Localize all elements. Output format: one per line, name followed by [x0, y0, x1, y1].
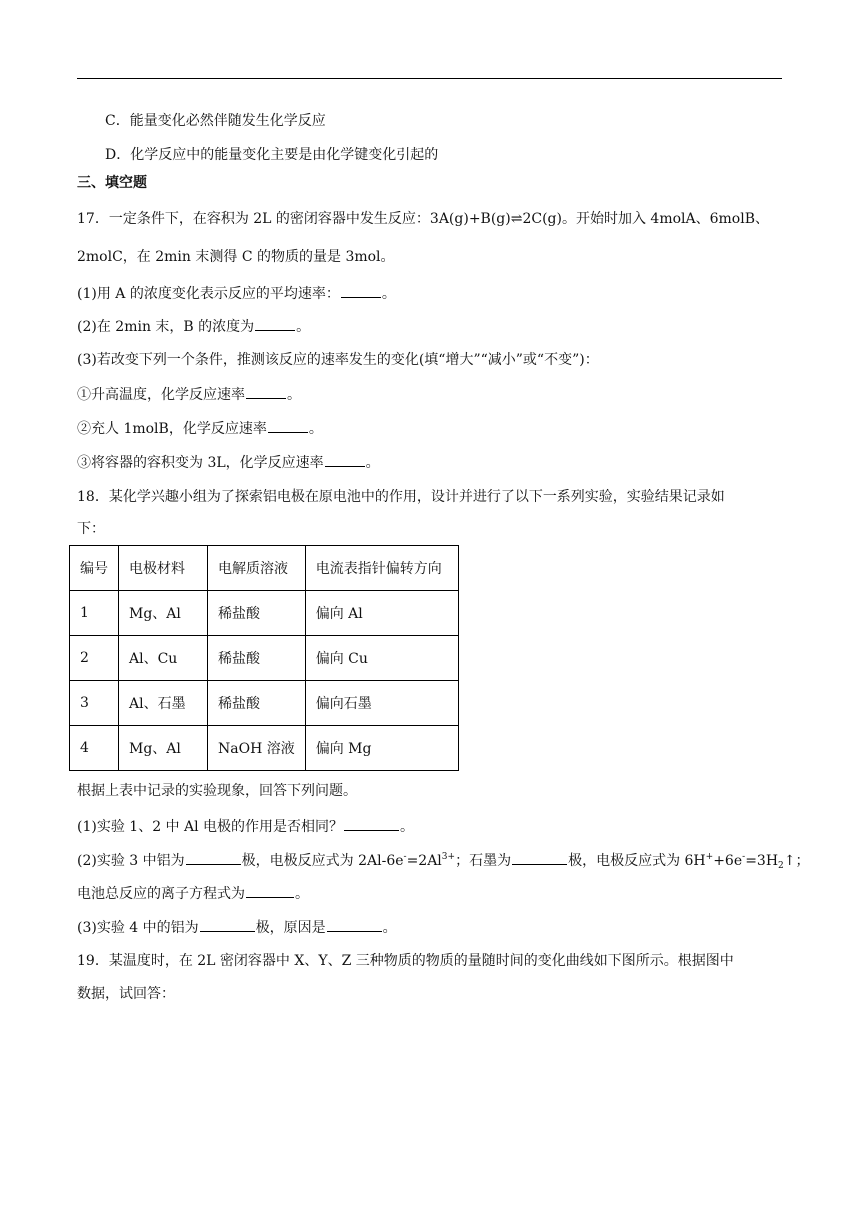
q17-sub2	[77, 418, 323, 439]
q17-part1-end: 。	[381, 286, 396, 302]
q18-part2-eq1b: =2Al	[406, 853, 442, 869]
q19-stem-line1: 19．某温度时，在 2L 密闭容器中 X、Y、Z 三种物质的物质的量随时间的变化曲线如下图所示。根据图中	[77, 953, 734, 969]
q18-part2-eq2a: 极，电极反应式为 6H	[568, 853, 706, 869]
table-cell: Mg、Al	[119, 591, 208, 636]
table-cell: 2	[70, 636, 119, 681]
q18-stem-line1: 18．某化学兴趣小组为了探索铝电极在原电池中的作用，设计并进行了以下一系列实验，实验结果记录如	[77, 489, 725, 505]
table-cell: Al、石墨	[119, 681, 208, 726]
answer-blank[interactable]	[268, 418, 308, 433]
q18-part2-line2	[77, 883, 309, 904]
q17-sub3-end: 。	[365, 455, 380, 471]
q17-part3: (3)若改变下列一个条件，推测该反应的速率发生的变化(填“增大”“减小”或“不变”)：	[77, 352, 599, 368]
table-header-row	[70, 546, 459, 591]
section-title: 三、填空题	[77, 175, 147, 191]
table-header: 电极材料	[119, 546, 208, 591]
header-rule	[77, 78, 782, 79]
q19-stem-line2: 数据，试回答：	[77, 986, 175, 1002]
table-cell: 1	[70, 591, 119, 636]
answer-blank[interactable]	[512, 850, 567, 865]
q17-sub1-text: ①升高温度，化学反应速率	[77, 387, 245, 403]
q17-part2-text: (2)在 2min 末，B 的浓度为	[77, 319, 255, 335]
table-header: 编号	[70, 546, 119, 591]
table-header: 电流表指针偏转方向	[305, 546, 458, 591]
table-row	[70, 636, 459, 681]
q17-stem-line1: 17．一定条件下，在容积为 2L 的密闭容器中发生反应：3A(g)+B(g)⇌2C(g)。开始时加入 4molA、6molB、	[77, 211, 769, 227]
q18-part2-eq2d: ↑；	[783, 853, 810, 869]
q18-part1	[77, 816, 414, 837]
q18-part2-text: (2)实验 3 中铝为	[77, 853, 185, 869]
table-cell: 偏向 Cu	[305, 636, 458, 681]
answer-blank[interactable]	[341, 283, 381, 298]
table-cell: 稀盐酸	[208, 681, 306, 726]
q18-part2-eq2c: =3H	[745, 853, 779, 869]
q17-sub1	[77, 384, 301, 405]
q18-part3	[77, 917, 397, 938]
q17-stem-line2: 2molC，在 2min 末测得 C 的物质的量是 3mol。	[77, 249, 395, 265]
option-d: D．化学反应中的能量变化主要是由化学键变化引起的	[105, 147, 439, 163]
table-cell: 稀盐酸	[208, 591, 306, 636]
table-row	[70, 681, 459, 726]
table-cell: NaOH 溶液	[208, 726, 306, 771]
q17-part1-text: (1)用 A 的浓度变化表示反应的平均速率：	[77, 286, 340, 302]
q17-sub3-text: ③将容器的容积变为 3L，化学反应速率	[77, 455, 324, 471]
answer-blank[interactable]	[325, 452, 365, 467]
q18-stem-line2: 下：	[77, 521, 105, 537]
answer-blank[interactable]	[186, 850, 241, 865]
table-cell: 偏向 Al	[305, 591, 458, 636]
q18-after-table: 根据上表中记录的实验现象，回答下列问题。	[77, 783, 357, 799]
experiment-table	[69, 545, 459, 771]
answer-blank[interactable]	[246, 384, 286, 399]
q18-part2-line1: (2)实验 3 中铝为 极，电极反应式为 $2Al-6e^-=2Al^{3+}$；石墨为 极，电极反应式为 $6H^++6e^-=3H_2↑$；	[77, 852, 810, 871]
q18-part1-end: 。	[400, 819, 415, 835]
answer-blank[interactable]	[200, 917, 255, 932]
q17-sub2-end: 。	[308, 421, 323, 437]
q17-sub1-end: 。	[287, 387, 301, 403]
q17-part1	[77, 283, 396, 304]
table-row	[70, 591, 459, 636]
q18-part3-text: (3)实验 4 中的铝为	[77, 920, 199, 936]
q18-part2-eq2b: +6e	[713, 853, 743, 869]
answer-blank[interactable]	[327, 917, 382, 932]
table-cell: 3	[70, 681, 119, 726]
table-cell: 稀盐酸	[208, 636, 306, 681]
q17-sub2-text: ②充人 1molB，化学反应速率	[77, 421, 267, 437]
q18-part3-reason: 极，原因是	[255, 920, 326, 936]
table-cell: 4	[70, 726, 119, 771]
answer-blank[interactable]	[255, 316, 295, 331]
table-header: 电解质溶液	[208, 546, 306, 591]
table-cell: Mg、Al	[119, 726, 208, 771]
answer-blank[interactable]	[344, 816, 399, 831]
q18-part2-graphite: ；石墨为	[455, 853, 512, 869]
table-cell: 偏向石墨	[305, 681, 458, 726]
q18-part2-end: 。	[295, 886, 309, 902]
q17-part2-end: 。	[296, 319, 311, 335]
option-c: C．能量变化必然伴随发生化学反应	[105, 113, 326, 129]
q17-part2	[77, 316, 310, 337]
q18-part3-end: 。	[382, 920, 397, 936]
answer-blank[interactable]	[246, 883, 294, 898]
q18-part2-total: 电池总反应的离子方程式为	[77, 886, 245, 902]
table-cell: 偏向 Mg	[305, 726, 458, 771]
table-row	[70, 726, 459, 771]
q17-sub3	[77, 452, 380, 473]
table-cell: Al、Cu	[119, 636, 208, 681]
q18-part2-eq1a: 极，电极反应式为 2Al-6e	[241, 853, 404, 869]
q18-part1-text: (1)实验 1、2 中 Al 电极的作用是否相同？	[77, 819, 344, 835]
